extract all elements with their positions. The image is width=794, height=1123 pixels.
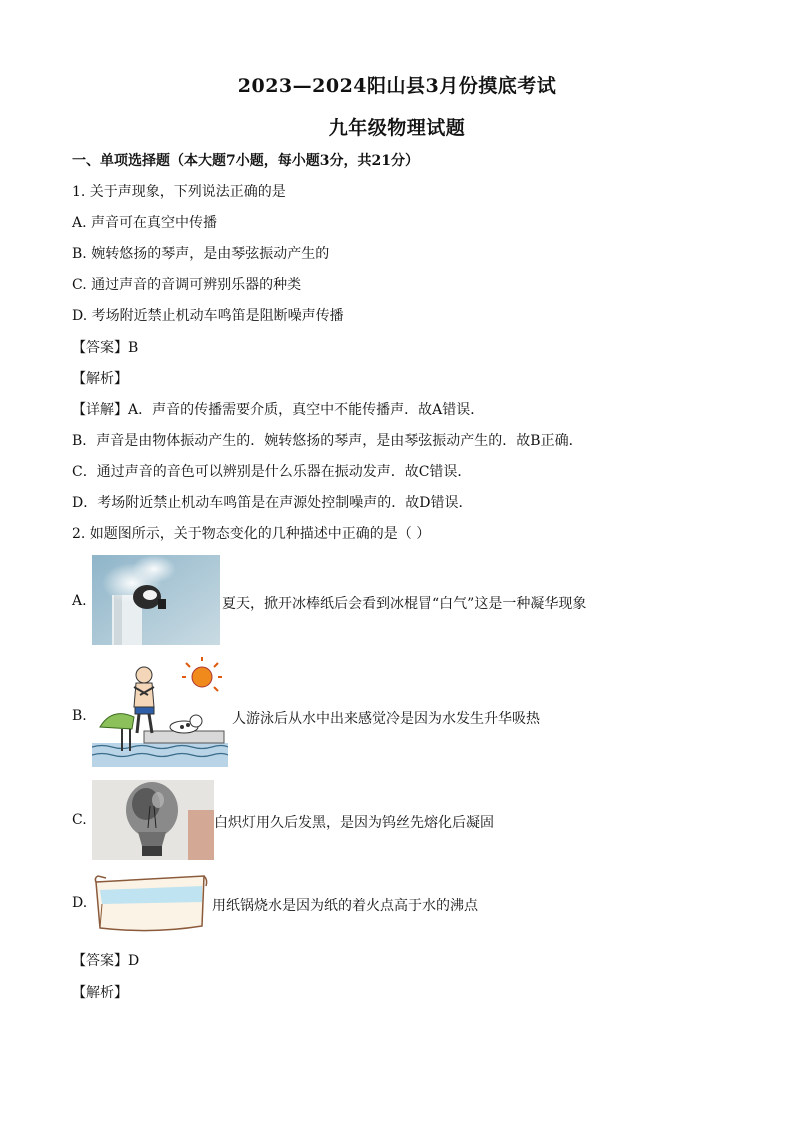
q2-option-c-label: C. <box>72 812 87 828</box>
q1-option-c: C. 通过声音的音调可辨别乐器的种类 <box>72 277 302 293</box>
q2-option-b-text: 人游泳后从水中出来感觉冷是因为水发生升华吸热 <box>232 711 540 727</box>
q1-analysis-label: 【解析】 <box>72 371 128 387</box>
q2-stem: 2. 如题图所示，关于物态变化的几种描述中正确的是（ ） <box>72 526 431 542</box>
q1-detail-c: C．通过声音的音色可以辨别是什么乐器在振动发声．故C错误． <box>72 464 472 480</box>
q2-analysis-label: 【解析】 <box>72 985 128 1001</box>
q2-option-b-label: B. <box>72 708 87 724</box>
q1-option-d: D. 考场附近禁止机动车鸣笛是阻断噪声传播 <box>72 308 344 324</box>
ice-pop-photo-icon <box>92 555 220 645</box>
exam-title: 2023—2024阳山县3月份摸底考试 <box>237 75 557 97</box>
q2-option-c-text: 白炽灯用久后发黑，是因为钨丝先熔化后凝固 <box>214 815 494 831</box>
q1-detail-b: B．声音是由物体振动产生的．婉转悠扬的琴声，是由琴弦振动产生的．故B正确． <box>72 433 583 449</box>
q2-option-a-label: A. <box>72 593 87 609</box>
q1-option-b: B. 婉转悠扬的琴声，是由琴弦振动产生的 <box>72 246 330 262</box>
q2-option-a-text: 夏天，掀开冰棒纸后会看到冰棍冒“白气”这是一种凝华现象 <box>222 596 587 612</box>
q1-option-a: A. 声音可在真空中传播 <box>72 215 218 231</box>
q1-detail-d: D．考场附近禁止机动车鸣笛是在声源处控制噪声的．故D错误． <box>72 495 473 511</box>
q2-option-d-text: 用纸锅烧水是因为纸的着火点高于水的沸点 <box>212 898 478 914</box>
swimmer-illustration-icon <box>92 655 228 767</box>
q1-answer: 【答案】B <box>72 340 139 356</box>
exam-subtitle: 九年级物理试题 <box>328 117 466 139</box>
light-bulb-photo-icon <box>92 780 214 860</box>
q1-stem: 1. 关于声现象，下列说法正确的是 <box>72 184 286 200</box>
q2-answer: 【答案】D <box>72 953 140 969</box>
section-heading: 一、单项选择题（本大题7小题，每小题3分，共21分） <box>72 153 419 169</box>
q1-detail-a: 【详解】A．声音的传播需要介质，真空中不能传播声．故A错误． <box>72 402 485 418</box>
q2-option-d-label: D. <box>72 895 88 911</box>
paper-pot-illustration-icon <box>92 872 210 934</box>
